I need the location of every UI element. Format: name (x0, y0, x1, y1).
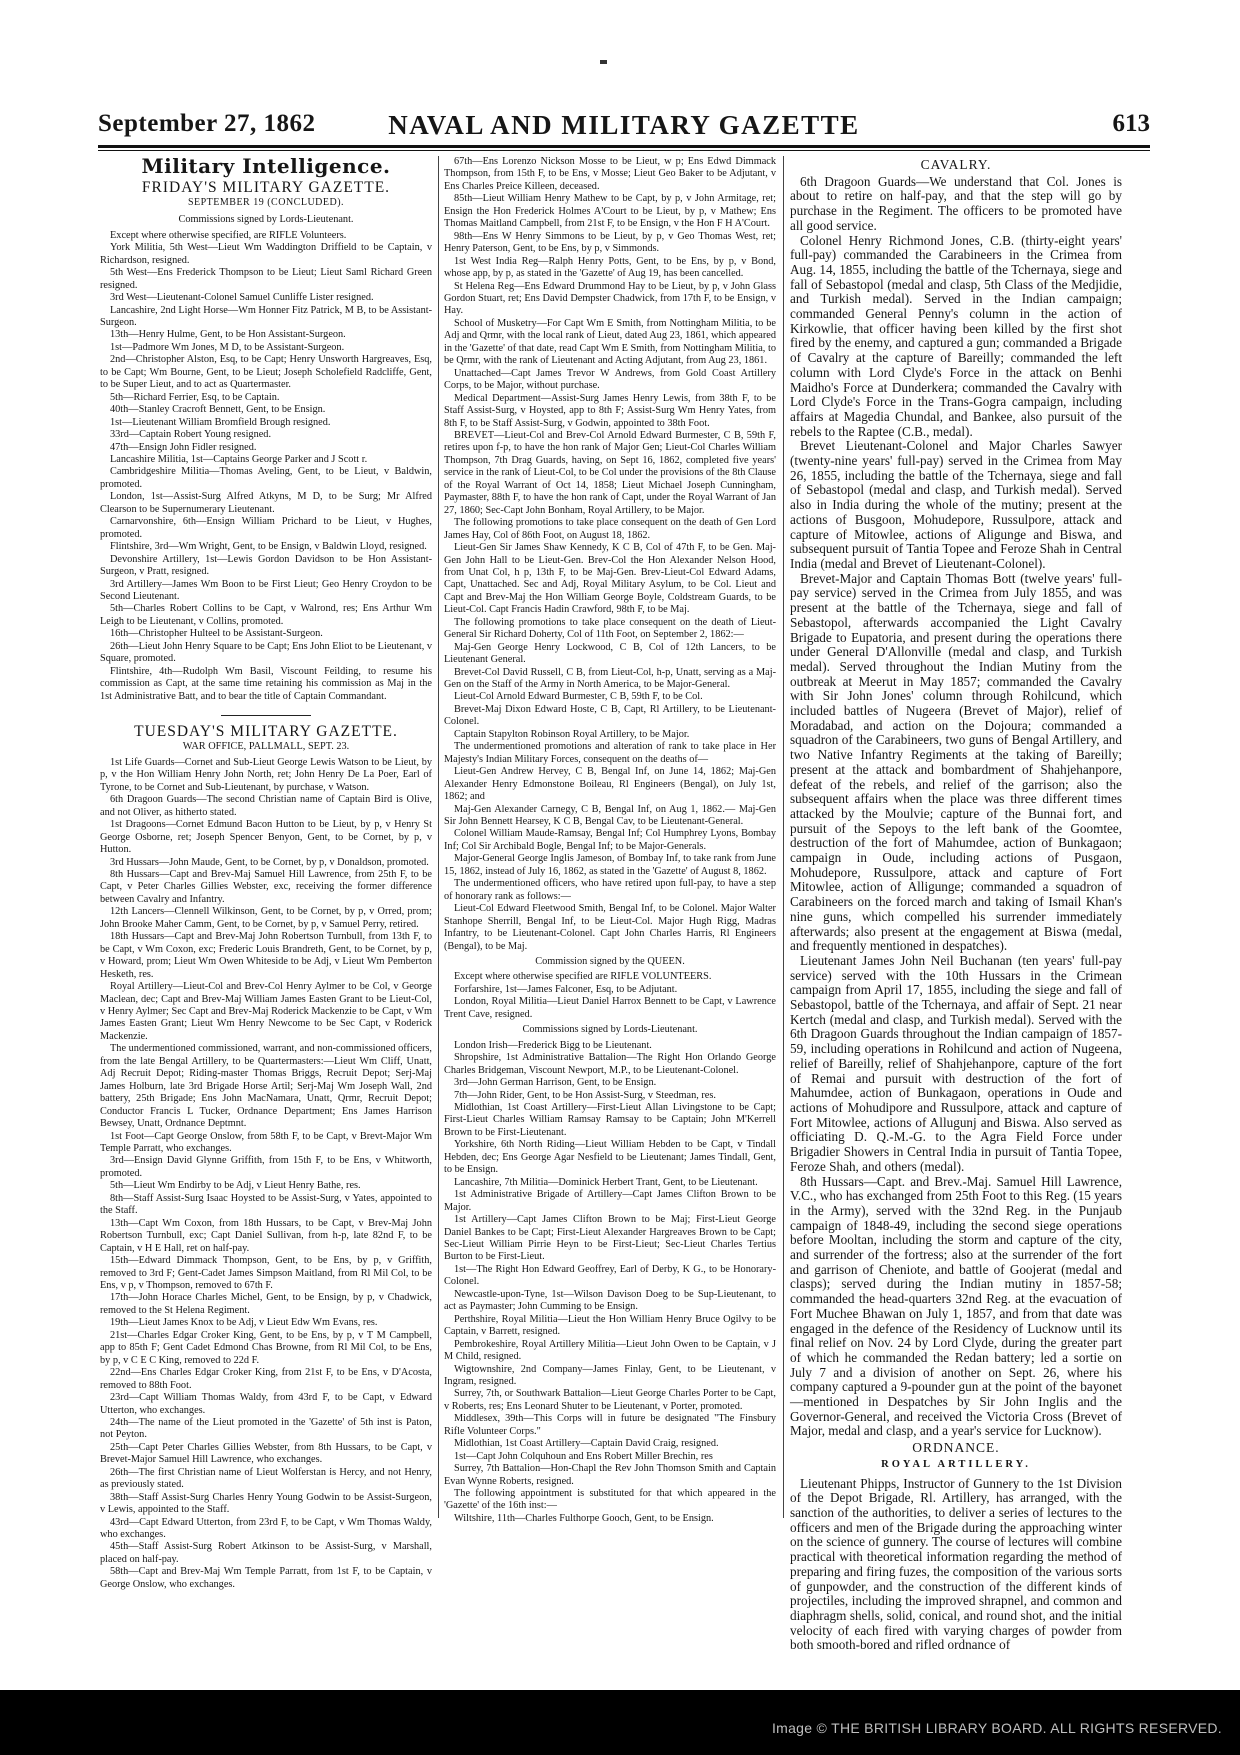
notice-paragraph: Shropshire, 1st Administrative Battalion—The Right Hon Orlando George Charles Bridgeman, Viscount Newport, M.P., to be Lieutenant-Colonel. (444, 1052, 776, 1076)
notice-paragraph: Captain Stapylton Robinson Royal Artillery, to be Major. (454, 728, 690, 740)
notice-paragraph: 58th—Capt and Brev-Maj Wm Temple Parratt, from 1st F, to be Captain, v George Onslow, who exchanges. (100, 1566, 432, 1590)
section-title-military-intelligence: Military Intelligence. (141, 154, 391, 178)
notice-paragraph: 3rd Hussars—John Maude, Gent, to be Cornet, by p, v Donaldson, promoted. (110, 856, 429, 868)
notice-paragraph: Maj-Gen Alexander Carnegy, C B, Bengal Inf, on Aug 1, 1862.— Maj-Gen Sir John Bennett Hearsey, K C B, Bengal Cav, to be Lieutenant-General. (444, 803, 776, 828)
notice-paragraph: Cambridgeshire Militia—Thomas Aveling, Gent, to be Lieut, v Baldwin, promoted. (100, 466, 432, 490)
notice-paragraph: 16th—Christopher Hulteel to be Assistant-Surgeon. (110, 628, 323, 640)
notice-paragraph: 47th—Ensign John Fidler resigned. (110, 441, 257, 453)
notice-paragraph: 3rd West—Lieutenant-Colonel Samuel Cunliffe Lister resigned. (110, 292, 374, 304)
notice-paragraph: Lieut-Gen Sir James Shaw Kennedy, K C B, Col of 47th F, to be Gen. Maj-Gen John Hall to be Lieut-Gen. Brev-Col the Hon Alexander Nelson Hood, from Unat Col, h p, 13th F, to be Maj-Gen. Brev-Lieut-Col Edward Adams, Capt, Unattached. Sec and Adj, Royal Military Asylum, to be Col. Lieut and Capt and Brev-Maj the Hon William George Boyle, Coldstream Guards, to be Lieut-Col. Capt Francis Hadin Crawford, 98th F, to be Maj. (444, 542, 776, 616)
notice-paragraph: 18th Hussars—Capt and Brev-Maj John Robertson Turnbull, from 13th F, to be Capt, v Wm Coxon, exc; Frederic Louis Brandreth, Gent, to be Cornet, by p, v Howard, prom; Lieut Wm Owen Whiteside to be Adj, v Lieut Wm Pemberton Hesketh, res. (100, 931, 432, 980)
notice-paragraph: Except where otherwise specified are RIFLE VOLUNTEERS. (454, 971, 712, 983)
notice-paragraph: Flintshire, 3rd—Wm Wright, Gent, to be Ensign, v Baldwin Lloyd, resigned. (110, 541, 427, 553)
page-header (98, 110, 1150, 144)
page-number: 613 (1112, 110, 1150, 137)
notice-paragraph: 26th—Lieut John Henry Square to be Capt; Ens John Eliot to be Lieutenant, v Square, promoted. (100, 640, 433, 665)
notice-paragraph: Surrey, 7th Battalion—Hon-Chapl the Rev John Thomson Smith and Captain Evan Wynne Roberts, resigned. (444, 1463, 776, 1487)
notice-paragraph: London Irish—Frederick Bigg to be Lieutenant. (454, 1039, 652, 1051)
notice-paragraph: 5th—Lieut Wm Endirby to be Adj, v Lieut Henry Bathe, res. (110, 1180, 361, 1192)
notice-paragraph: 1st—Lieutenant William Bromfield Brough resigned. (110, 416, 331, 428)
notice-paragraph: Forfarshire, 1st—James Falconer, Esq, to be Adjutant. (454, 983, 678, 995)
notice-paragraph: Unattached—Capt James Trevor W Andrews, from Gold Coast Artillery Corps, to be Major, without purchase. (444, 367, 776, 392)
queen-notices (444, 971, 776, 1021)
notice-paragraph: Carnarvonshire, 6th—Ensign William Prichard to be Lieut, v Hughes, promoted. (100, 516, 432, 540)
notice-paragraph: BREVET—Lieut-Col and Brev-Col Arnold Edward Burmester, C B, 59th F, retires upon f-p, to have the hon rank of Major Gen; Lieut-Col Charles William Thompson, 7th Drag Guards, having, on Sept 16, 1862, completed five years' service in the rank of Lieut-Col, to be Col under the provisions of the 8th Clause of the Royal Warrant of Oct 14, 1858; Lieut Michael Joseph Cunningham, Paymaster, 88th F, to have the hon rank of Capt, under the Royal Warrant of Jan 27, 1860; Sec-Capt John Bonham, Royal Artillery, to be Major. (444, 429, 776, 516)
notice-paragraph: Colonel Henry Richmond Jones, C.B. (thirty-eight years' full-pay) commanded the Carabineers in the Crimea from Aug. 14, 1855, including the battle of the Tchernaya, siege and fall of Sebastopol (medal and clasp, 5th Class of the Medjidie, and Turkish medal). Served in the Indian campaign; commanded General Penny's column in the action of Kirkowlie, that officer having been killed by the first shot fired by the enemy, and captured a gun; commanded a Brigade of Cavalry at the capture of Bareilly; commanded the left column with Lord Clyde's Force in the attack on Benhi Maidho's Force at Dunderkera; commanded the Cavalry with Lord Clyde's Force in the Trans-Gogra campaign, including affairs at Magedia Chundal, and Bankee, also pursuit of the rebels to the Raptee (C.B., medal). (790, 232, 1122, 439)
notice-paragraph: Lieut-Gen Andrew Hervey, C B, Bengal Inf, on June 14, 1862; Maj-Gen Alexander Henry Edmonstone Boileau, Rl Engineers (Bengal), on July 1st, 1862; and (444, 766, 776, 803)
notice-paragraph: London, Royal Militia—Lieut Daniel Harrox Bennett to be Capt, v Lawrence Trent Cave, resigned. (444, 996, 776, 1020)
notice-paragraph: 1st—The Right Hon Edward Geoffrey, Earl of Derby, K G., to be Honorary-Colonel. (444, 1263, 776, 1288)
notice-paragraph: 40th—Stanley Cracroft Bennett, Gent, to be Ensign. (110, 404, 326, 416)
notice-paragraph: 5th West—Ens Frederick Thompson to be Lieut; Lieut Saml Richard Green resigned. (100, 267, 432, 291)
notice-paragraph: Wigtownshire, 2nd Company—James Finlay, Gent, to be Lieutenant, v Ingram, resigned. (444, 1363, 776, 1387)
notice-paragraph: Brevet Lieutenant-Colonel and Major Charles Sawyer (twenty-nine years' full-pay) served in the Crimea from May 26, 1855, including the battle of the Tchernaya, siege and fall of Sebastopol (medal and clasp, and Turkish medal). Served also in India during the whole of the mutiny; present at the actions of Busgoon, Mohudepore, Russulpore, attack and capture of Mitowlee, actions of Aligunge and Biswa, and subsequent pursuit of Tantia Topee and Feroze Shah in Central India (medal and Brevet of Lieutenant-Colonel). (790, 438, 1122, 571)
notice-paragraph: 1st Dragoons—Cornet Edmund Bacon Hutton to be Lieut, by p, v Henry St George Osborne, ret; Joseph Spencer Benyon, Gent, to be Cornet, by p, v Hutton. (100, 819, 432, 856)
notice-paragraph: 1st Administrative Brigade of Artillery—Capt James Clifton Brown to be Major. (444, 1189, 776, 1213)
header-rule (98, 145, 1150, 148)
notice-paragraph: 5th—Charles Robert Collins to be Capt, v Walrond, res; Ens Arthur Wm Leigh to be Lieutenant, v Collins, promoted. (100, 603, 432, 627)
lords-lieutenant-notices (444, 1040, 776, 1526)
notice-paragraph: London, 1st—Assist-Surg Alfred Atkyns, M D, to be Surg; Mr Alfred Clearson to be Supernumerary Lieutenant. (100, 491, 432, 515)
notice-paragraph: 21st—Charles Edgar Croker King, Gent, to be Ens, by p, v T M Campbell, app to 85th F; Gent Cadet Edmond Chas Browne, from Rl Mil Col, to be Ens, by p, v C E C King, removed to 22d F. (100, 1329, 432, 1366)
notice-paragraph: The following promotions to take place consequent on the death of Lieut-General Sir Richard Doherty, Col of 11th Foot, on September 2, 1862:— (444, 616, 776, 641)
notice-paragraph: 19th—Lieut James Knox to be Adj, v Lieut Edw Wm Evans, res. (110, 1317, 378, 1329)
notice-paragraph: 1st Foot—Capt George Onslow, from 58th F, to be Capt, v Brevt-Major Wm Temple Parratt, who exchanges. (100, 1130, 432, 1154)
notice-paragraph: 26th—The first Christian name of Lieut Wolferstan is Hercy, and not Henry, as previously stated. (100, 1466, 432, 1491)
notice-paragraph: Brevet-Maj Dixon Edward Hoste, C B, Capt, Rl Artillery, to be Lieutenant-Colonel. (444, 703, 776, 728)
notice-paragraph: Lancashire Militia, 1st—Captains George Parker and J Scott r. (110, 453, 368, 465)
notice-paragraph: 15th—Edward Dimmack Thompson, Gent, to be Ens, by p, v Griffith, removed to 3rd F; Gent-Cadet James Simpson Maitland, from Rl Mil Col, to be Ens, v p, v Thompson, removed to 67th F. (100, 1255, 432, 1291)
notice-paragraph: 98th—Ens W Henry Simmons to be Lieut, by p, v Geo Thomas West, ret; Henry Paterson, Gent, to be Ens, by p, v Simmonds. (444, 230, 776, 255)
notice-paragraph: 8th—Staff Assist-Surg Isaac Hoysted to be Assist-Surg, v Yates, appointed to the Staff. (100, 1192, 432, 1217)
notice-paragraph: 1st—Padmore Wm Jones, M D, to be Assistant-Surgeon. (110, 341, 345, 353)
notice-paragraph: Brevet-Col David Russell, C B, from Lieut-Col, h-p, Unatt, serving as a Maj-Gen on the Staff of the Army in North America, to be Major-General. (444, 666, 776, 691)
friday-gazette-date: SEPTEMBER 19 (CONCLUDED). (187, 196, 345, 208)
commissions-heading: Commissions signed by Lords-Lieutenant. (178, 214, 354, 226)
tuesday-notices-continued (444, 156, 776, 953)
tuesday-notices (100, 757, 432, 1591)
notice-paragraph: The undermentioned commissioned, warrant, and non-commissioned officers, from the late Bengal Artillery, to be Quartermasters:—Lieut Wm Cliff, Unatt, Adj Recruit Depot; Riding-master Thomas Briggs, Recruit Depot; Serj-Maj James Holburn, late 3rd Brigade Horse Artil; Serj-Maj Wm Joseph Wall, 2nd battery, 25th Brigade; Ens John MacNamara, Unatt, Qrmr, Recruit Depot; Conductor Francis L Tucker, Ordnance Department; Ens James Harrison Bewsey, Unatt, Ordnance Deptmnt. (100, 1043, 432, 1130)
royal-artillery-heading: ROYAL ARTILLERY. (881, 1458, 1031, 1470)
friday-notices (100, 230, 432, 703)
notice-paragraph: The undermentioned officers, who have retired upon full-pay, to have a step of honorary rank as follows:— (444, 878, 776, 902)
notice-paragraph: 33rd—Captain Robert Young resigned. (110, 429, 272, 441)
notice-paragraph: 3rd—John German Harrison, Gent, to be Ensign. (454, 1077, 657, 1089)
notice-paragraph: Surrey, 7th, or Southwark Battalion—Lieut George Charles Porter to be Capt, v Roberts, res; Ens Leonard Shuter to be Lieutenant, v Porter, promoted. (444, 1388, 776, 1412)
column-1 (100, 154, 433, 1590)
notice-paragraph: Lancashire, 7th Militia—Dominick Herbert Trant, Gent, to be Lieutenant. (454, 1176, 758, 1188)
notice-paragraph: 8th Hussars—Capt. and Brev.-Maj. Samuel Hill Lawrence, V.C., who has exchanged from 25th Foot to this Reg. (15 years in the Army), served with the 32nd Reg. in the Punjaub campaign of 1848-49, including the second siege operations before Mooltan, including the storm and capture of the city, and surrender of the fortress; also at the surrender of the fort and garrison of Cheniote, and battle of Goojerat (medal and clasps); served during the Indian mutiny in 1857-58; commanded the head-quarters 32nd Reg. at the evacuation of Fort Muchee Bhawan on July 1, 1857, and from that date was engaged in the defence of the Residency of Lucknow until its final relief on Nov. 24 by Lord Clyde, during the greater part of which he commanded the Redan battery; led a sortie on July 7 and a division of another on Sept. 26, where his company captured a 9-pounder gun at the point of the bayonet—mentioned in Despatches by Sir John Inglis and the Governor-General, and received the Victoria Cross (Brevet of Major, medal and clasp, and a year's service for Lucknow). (790, 1173, 1122, 1439)
queen-commission-heading: Commission signed by the QUEEN. (535, 956, 685, 967)
tuesday-gazette-heading: TUESDAY'S MILITARY GAZETTE. (134, 723, 398, 741)
notice-paragraph: 3rd Artillery—James Wm Boon to be First Lieut; Geo Henry Croydon to be Second Lieutenant. (100, 578, 432, 602)
column-divider (438, 156, 439, 1518)
notice-paragraph: 8th Hussars—Capt and Brev-Maj Samuel Hill Lawrence, from 25th F, to be Capt, v Peter Charles Gillies Webster, exc, receiving the former difference between Cavalry and Infantry. (100, 869, 432, 905)
notice-paragraph: Lieutenant Phipps, Instructor of Gunnery to the 1st Division of the Depot Brigade, Rl. Artillery, has arranged, with the sanction of the authorities, to deliver a series of lectures to the officers and men of the Brigade during the approaching winter on the science of gunnery. The course of lectures will combine practical with theoretical information regarding the method of preparing and firing fuzes, the composition of the various sorts of gunpowder, and the construction of the different kinds of projectiles, including the improved shrapnel, and common and diaphragm shells, solid, conical, and round shot, and the initial velocity of each fired with varying charges of powder from both smooth-bored and rifled ordnance of (790, 1475, 1122, 1653)
notice-paragraph: 2nd—Christopher Alston, Esq, to be Capt; Henry Unsworth Hargreaves, Esq, to be Capt; Wm Bourne, Gent, to be Lieut; Joseph Scholefield Radcliffe, Gent, to be Super Lieut, and to act as Quartermaster. (100, 354, 432, 391)
notice-paragraph: 1st Artillery—Capt James Clifton Brown to be Maj; First-Lieut George Daniel Bankes to be Capt; First-Lieut Alexander Hargreaves Brown to be Capt; Sec-Lieut William Pirrie Heyn to be First-Lieut; Sec-Lieut Charles Tertius Burton to be First-Lieut. (444, 1214, 776, 1263)
notice-paragraph: York Militia, 5th West—Lieut Wm Waddington Driffield to be Captain, v Richardson, resigned. (100, 242, 432, 266)
notice-paragraph: 13th—Capt Wm Coxon, from 18th Hussars, to be Capt, v Brev-Maj John Robertson Turnbull, exc; Capt Daniel Sullivan, from h-p, late 82nd F, to be Captain, v H E Hall, ret on half-pay. (100, 1217, 432, 1254)
notice-paragraph: 22nd—Ens Charles Edgar Croker King, from 21st F, to be Ens, v D'Acosta, removed to 88th Foot. (100, 1367, 432, 1391)
notice-paragraph: 13th—Henry Hulme, Gent, to be Hon Assistant-Surgeon. (110, 329, 346, 341)
notice-paragraph: Colonel William Maude-Ramsay, Bengal Inf; Col Humphrey Lyons, Bombay Inf; Col Sir Archibald Bogle, Bengal Inf; to be Major-Generals. (444, 828, 776, 852)
notice-paragraph: Lieut-Col Arnold Edward Burmester, C B, 59th F, to be Col. (454, 691, 703, 703)
notice-paragraph: 43rd—Capt Edward Utterton, from 23rd F, to be Capt, v Wm Thomas Waldy, who exchanges. (100, 1516, 432, 1541)
notice-paragraph: Lieutenant James John Neil Buchanan (ten years' full-pay service) served with the 10th Hussars in the Crimean campaign from April 17, 1855, including the siege and fall of Sebastopol, battle of the Tchernaya, and affair of Sept. 21 near Kertch (medal and clasp, and Turkish medal). Served with the 6th Dragoon Guards throughout the Indian campaign of 1857-59, including operations in Rohilcund and action of Nugeena, relief of Bareilly, relief of Shahjehanpore, capture of the fort of Remai and pursuit with destruction of the fort of Mahumdee, action of Bunkagaon, operations in Oude and actions of Mohudipore and Russulpore, attack and capture of Fort Mitowlee, actions of Allugunj and Biswa. Also served as officiating D. Q.-M.-G. to the Agra Field Force under Brigadier Showers in Central India in pursuit of Tantia Topee, Feroze Shah, and others (medal). (790, 952, 1122, 1174)
notice-paragraph: Yorkshire, 6th North Riding—Lieut William Hebden to be Capt, v Tindall Hebden, dec; Ens George Agar Nesfield to be Lieutenant; James Tindall, Gent, to be Ensign. (444, 1139, 776, 1176)
notice-paragraph: 38th—Staff Assist-Surg Charles Henry Young Godwin to be Assist-Surgeon, v Lewis, appointed to the Staff. (100, 1491, 432, 1516)
notice-paragraph: 1st West India Reg—Ralph Henry Potts, Gent, to be Ens, by p, v Bond, whose app, by p, as stated in the 'Gazette' of Aug 19, has been cancelled. (444, 255, 776, 280)
header-rule-thin (98, 150, 1150, 151)
notice-paragraph: Maj-Gen George Henry Lockwood, C B, Col of 12th Lancers, to be Lieutenant General. (444, 641, 776, 666)
section-separator (221, 715, 311, 716)
notice-paragraph: Middlesex, 39th—This Corps will in future be designated "The Finsbury Rifle Volunteer Corps." (444, 1413, 776, 1437)
notice-paragraph: Midlothian, 1st Coast Artillery—Captain David Craig, resigned. (454, 1438, 719, 1450)
notice-paragraph: 6th Dragoon Guards—We understand that Col. Jones is about to retire on half-pay, and that the step will go by purchase in the Regiment. The officers to be promoted have all good service. (790, 173, 1122, 233)
notice-paragraph: Pembrokeshire, Royal Artillery Militia—Lieut John Owen to be Captain, v J M Child, resigned. (444, 1338, 776, 1363)
notice-paragraph: Perthshire, Royal Militia—Lieut the Hon William Henry Bruce Ogilvy to be Captain, v Barrett, resigned. (444, 1313, 776, 1338)
notice-paragraph: 25th—Capt Peter Charles Gillies Webster, from 8th Hussars, to be Capt, v Brevet-Major Samuel Hill Lawrence, who exchanges. (100, 1441, 432, 1466)
notice-paragraph: 12th Lancers—Clennell Wilkinson, Gent, to be Cornet, by p, v Orred, prom; John Brooke Maher Camm, Gent, to be Cornet, by p, v Samuel Perry, retired. (100, 906, 432, 930)
notice-paragraph: St Helena Reg—Ens Edward Drummond Hay to be Lieut, by p, v John Glass Gordon Stuart, ret; Ens David Dempster Chadwick, from 17th F, to be Ensign, v Hay. (444, 280, 776, 317)
print-mark (600, 60, 607, 64)
cavalry-heading: CAVALRY. (920, 157, 992, 172)
notice-paragraph: Major-General George Inglis Jameson, of Bombay Inf, to take rank from June 15, 1862, instead of July 16, 1862, as stated in the 'Gazette' of August 8, 1862. (444, 853, 776, 877)
notice-paragraph: The following appointment is substituted for that which appeared in the 'Gazette' of the 16th inst:— (444, 1488, 776, 1512)
notice-paragraph: 85th—Lieut William Henry Mathew to be Capt, by p, v John Armitage, ret; Ensign the Hon Frederick Holmes A'Court to be Lieut, by p, v Mathew; Ens Thomas Maitland Campbell, from 21st F, to be Ensign, v the Hon F H A'Court. (444, 193, 776, 230)
notice-paragraph: 1st—Capt John Colquhoun and Ens Robert Miller Brechin, res (454, 1450, 713, 1462)
masthead-title: NAVAL AND MILITARY GAZETTE (388, 110, 860, 140)
notice-paragraph: Devonshire Artillery, 1st—Lewis Gordon Davidson to be Hon Assistant-Surgeon, v Pratt, resigned. (100, 553, 432, 578)
notice-paragraph: 23rd—Capt William Thomas Waldy, from 43rd F, to be Capt, v Edward Utterton, who exchanges. (100, 1392, 432, 1416)
cavalry-articles (790, 175, 1122, 1439)
notice-paragraph: Flintshire, 4th—Rudolph Wm Basil, Viscount Feilding, to resume his commission as Capt, at the same time retaining his commission as Maj in the 1st Administrative Batt, and to bear the title of Captain Commandant. (100, 665, 432, 702)
notice-paragraph: 17th—John Horace Charles Michel, Gent, to be Ensign, by p, v Chadwick, removed to the St Helena Regiment. (100, 1292, 432, 1316)
notice-paragraph: 45th—Staff Assist-Surg Robert Atkinson to be Assist-Surg, v Marshall, placed on half-pay. (100, 1541, 432, 1565)
notice-paragraph: Lancashire, 2nd Light Horse—Wm Honner Fitz Patrick, M B, to be Assistant-Surgeon. (100, 304, 433, 328)
notice-paragraph: Royal Artillery—Lieut-Col and Brev-Col Henry Aylmer to be Col, v George Maclean, dec; Capt and Brev-Maj William James Easten Grant to be Lieut-Col, v Henry Aylmer; Sec Capt and Brev-Maj Roderick Mackenzie to be Capt, v Wm James Easten Grant; Lieut Wm Henry Newcome to be Sec Capt, v Roderick Mackenzie. (100, 981, 432, 1042)
notice-paragraph: 67th—Ens Lorenzo Nickson Mosse to be Lieut, w p; Ens Edwd Dimmack Thompson, from 15th F, to be Ens, v Mosse; Lieut Geo Baker to be Adjutant, v Ens Charles Preice Killeen, deceased. (444, 156, 776, 192)
war-office-dateline: WAR OFFICE, PALLMALL, SEPT. 23. (182, 741, 350, 753)
header-date: September 27, 1862 (98, 110, 316, 137)
column-3 (790, 156, 1122, 1653)
notice-paragraph: 1st Life Guards—Cornet and Sub-Lieut George Lewis Watson to be Lieut, by p, v the Hon William Henry John North, ret; John Henry De La Poer, Earl of Tyrone, to be Cornet and Sub-Lieutenant, by purchase, v Watson. (100, 756, 432, 793)
notice-paragraph: Except where otherwise specified, are RIFLE Volunteers. (110, 229, 347, 241)
notice-paragraph: The undermentioned promotions and alteration of rank to take place in Her Majesty's Indian Military Forces, consequent on the deaths of— (444, 741, 776, 765)
copyright-credit: Image © THE BRITISH LIBRARY BOARD. ALL RIGHTS RESERVED. (771, 1720, 1222, 1736)
notice-paragraph: 3rd—Ensign David Glynne Griffith, from 15th F, to be Ens, v Whitworth, promoted. (100, 1155, 432, 1179)
notice-paragraph: The following promotions to take place consequent on the death of Gen Lord James Hay, Col of 86th Foot, on August 18, 1862. (444, 517, 776, 541)
lords-lieutenant-heading: Commissions signed by Lords-Lieutenant. (522, 1024, 698, 1036)
notice-paragraph: 6th Dragoon Guards—The second Christian name of Captain Bird is Olive, and not Oliver, as hitherto stated. (100, 794, 432, 818)
notice-paragraph: Medical Department—Assist-Surg James Henry Lewis, from 38th F, to be Staff Assist-Surg, v Hoysted, app to 8th F; Assist-Surg Wm Henry Yates, from 8th F, to be Staff Assist-Surg, v Godwin, appointed to 38th Foot. (444, 392, 776, 429)
ordnance-articles (790, 1477, 1122, 1653)
friday-gazette-heading: FRIDAY'S MILITARY GAZETTE. (141, 179, 391, 197)
notice-paragraph: Lieut-Col Edward Fleetwood Smith, Bengal Inf, to be Colonel. Major Walter Stanhope Sherrill, Bengal Inf, to be Lieut-Col. Major Hugh Rigg, Madras Infantry, to be Lieutenant-Colonel. Capt John Charles Harris, Rl Engineers (Bengal), to be Maj. (444, 903, 776, 952)
ordnance-heading: ORDNANCE. (912, 1440, 1000, 1456)
notice-paragraph: Wiltshire, 11th—Charles Fulthorpe Gooch, Gent, to be Ensign. (454, 1512, 714, 1524)
notice-paragraph: 5th—Richard Ferrier, Esq, to be Captain. (110, 391, 280, 403)
notice-paragraph: 7th—John Rider, Gent, to be Hon Assist-Surg, v Steedman, res. (454, 1089, 716, 1101)
notice-paragraph: Midlothian, 1st Coast Artillery—First-Lieut Allan Livingstone to be Capt; First-Lieut Charles William Ramsay Ramsay to be Captain; John M'Kerrell Brown to be First-Lieutenant. (444, 1101, 776, 1138)
column-divider (783, 156, 784, 1518)
notice-paragraph: 24th—The name of the Lieut promoted in the 'Gazette' of 5th inst is Paton, not Peyton. (100, 1416, 432, 1441)
notice-paragraph: School of Musketry—For Capt Wm E Smith, from Nottingham Militia, to be Adj and Qrmr, with the local rank of Lieut, dated Aug 23, 1861, which appeared in the 'Gazette' of that date, read Capt Wm E Smith, from Nottingham Militia, to be Qrmr, with the rank of Lieutenant and Acting Adjutant, from Aug 23, 1861. (444, 317, 776, 367)
notice-paragraph: Newcastle-upon-Tyne, 1st—Wilson Davison Doeg to be Sup-Lieutenant, to act as Paymaster; John Cumming to be Ensign. (444, 1288, 776, 1313)
notice-paragraph: Brevet-Major and Captain Thomas Bott (twelve years' full-pay service) served in the Crimea from July 1855, and was present at the battle of the Tchernaya, siege and fall of Sebastopol, afterwards accompanied the Light Cavalry Brigade to Eupatoria, and present during the operations there under General D'Allonville (medal and clasp, and Turkish medal). Served throughout the Indian Mutiny from the outbreak at Meerut in May 1857; commanded the Cavalry with Sir John Jones' column through Rohilcund, which included battles of Nugeera (Brevet of Major), relief of Moradabad, and action on the Dojoura; commanded a squadron of the Carabineers, two guns of Bengal Artillery, and two Native Infantry Regiments at the taking of Bareilly; present at the attack and bombardment of Shahjehanpore, defeat of the rebels, and relief of the garrison; also the subsequent affairs when the place was three different times attacked by the Moulvie; capture of the Bunnai fort, and pursuit of the Sepoys to the left bank of the Goomtee, destruction of the fort of Mahumdee, action of Bunkagaon; campaign in Oude, including actions of Pusgaon, Mohudepore, Russulpore, attack and capture of Fort Mitowlee, action of Alligunge; commanded a squadron of Carabineers on the forced march and taking of Ismail Khan's nine guns, which compelled his surrender immediately afterwards; also present at the engagement at Biswa (medal, and frequently mentioned in despatches). (790, 570, 1122, 954)
column-2 (444, 156, 776, 1524)
